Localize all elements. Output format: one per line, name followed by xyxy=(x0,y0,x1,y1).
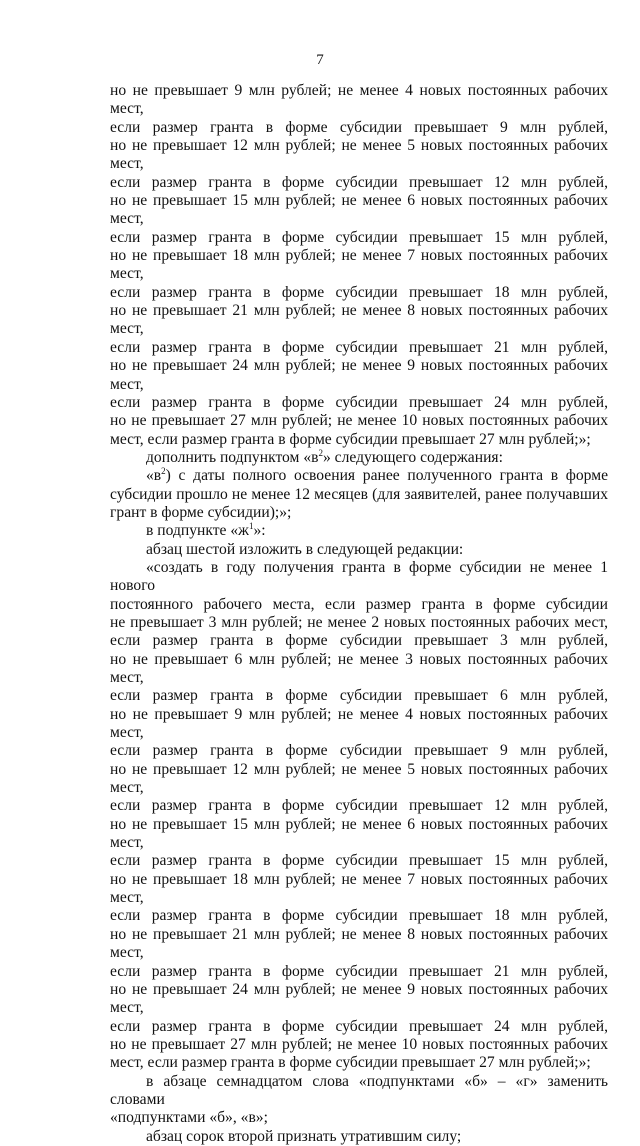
text-line: постоянного рабочего места, если размер гранта в форме субсидии xyxy=(110,595,608,613)
text-line: абзац сорок второй признать утратившим силу; xyxy=(146,1127,462,1145)
text-line: но не превышает 9 млн рублей; не менее 4 новых постоянных рабочих мест, xyxy=(110,705,608,742)
text-line: грант в форме субсидии);»; xyxy=(110,503,292,521)
superscript: 1 xyxy=(248,521,254,532)
text-line: но не превышает 18 млн рублей; не менее 7 новых постоянных рабочих мест, xyxy=(110,247,608,283)
text-line: если размер гранта в форме субсидии превышает 15 млн рублей, xyxy=(110,852,608,870)
text-line: если размер гранта в форме субсидии превышает 12 млн рублей, xyxy=(110,173,608,191)
text-line xyxy=(110,522,608,540)
text-line: не превышает 3 млн рублей; не менее 2 новых постоянных рабочих мест, xyxy=(110,613,608,631)
text-line: но не превышает 21 млн рублей; не менее 8 новых постоянных рабочих мест, xyxy=(110,302,608,338)
text-line: если размер гранта в форме субсидии превышает 6 млн рублей, xyxy=(110,687,608,705)
text-line: в абзаце семнадцатом слова «подпунктами «б» – «г» заменить словами xyxy=(110,1072,608,1108)
text-line: но не превышает 9 млн рублей; не менее 4 новых постоянных рабочих мест, xyxy=(110,82,608,118)
document-body xyxy=(110,82,608,1146)
text-line: «создать в году получения гранта в форме субсидии не менее 1 нового xyxy=(110,558,608,595)
text-segment: ) с даты полного освоения ранее полученного гранта в форме xyxy=(165,467,608,485)
text-line: «подпунктами «б», «в»; xyxy=(110,1109,268,1127)
text-line: если размер гранта в форме субсидии превышает 9 млн рублей, xyxy=(110,742,608,760)
text-line: но не превышает 12 млн рублей; не менее 5 новых постоянных рабочих мест, xyxy=(110,760,608,797)
text-line: но не превышает 12 млн рублей; не менее 5 новых постоянных рабочих мест, xyxy=(110,137,608,173)
text-segment: в подпункте «ж xyxy=(146,522,249,540)
superscript: 2 xyxy=(161,466,166,477)
text-line: но не превышает 24 млн рублей; не менее 9 новых постоянных рабочих мест, xyxy=(110,980,608,1017)
text-line: но не превышает 27 млн рублей; не менее 10 новых постоянных рабочих xyxy=(110,412,608,430)
text-line: если размер гранта в форме субсидии превышает 12 млн рублей, xyxy=(110,797,608,815)
text-line: если размер гранта в форме субсидии превышает 18 млн рублей, xyxy=(110,907,608,925)
page-number: 7 xyxy=(316,52,324,68)
text-line: но не превышает 18 млн рублей; не менее 7 новых постоянных рабочих мест, xyxy=(110,870,608,907)
text-line: но не превышает 15 млн рублей; не менее 6 новых постоянных рабочих мест, xyxy=(110,815,608,852)
text-line: если размер гранта в форме субсидии превышает 15 млн рублей, xyxy=(110,228,608,246)
text-line: мест, если размер гранта в форме субсидии превышает 27 млн рублей;»; xyxy=(110,1054,591,1072)
text-segment: » следующего содержания: xyxy=(322,448,503,466)
text-line: абзац шестой изложить в следующей редакции: xyxy=(146,540,464,558)
text-segment: «в xyxy=(146,467,162,485)
text-line: но не превышает 27 млн рублей; не менее 10 новых постоянных рабочих xyxy=(110,1035,608,1053)
text-line: если размер гранта в форме субсидии превышает 24 млн рублей, xyxy=(110,1017,608,1035)
text-line: если размер гранта в форме субсидии превышает 24 млн рублей, xyxy=(110,393,608,411)
text-line: если размер гранта в форме субсидии превышает 21 млн рублей, xyxy=(110,338,608,356)
text-line: но не превышает 21 млн рублей; не менее 8 новых постоянных рабочих мест, xyxy=(110,925,608,962)
text-line: если размер гранта в форме субсидии превышает 18 млн рублей, xyxy=(110,283,608,301)
text-line: если размер гранта в форме субсидии превышает 9 млн рублей, xyxy=(110,118,608,136)
text-line xyxy=(110,467,608,485)
text-segment: »: xyxy=(253,522,266,540)
text-line: но не превышает 15 млн рублей; не менее 6 новых постоянных рабочих мест, xyxy=(110,192,608,228)
text-line: мест, если размер гранта в форме субсидии превышает 27 млн рублей;»; xyxy=(110,430,591,448)
text-segment: дополнить подпунктом «в xyxy=(146,448,319,466)
text-line xyxy=(110,449,608,467)
text-line: но не превышает 24 млн рублей; не менее 9 новых постоянных рабочих мест, xyxy=(110,357,608,393)
superscript: 2 xyxy=(318,447,323,458)
text-line: но не превышает 6 млн рублей; не менее 3 новых постоянных рабочих мест, xyxy=(110,650,608,686)
text-line: субсидии прошло не менее 12 месяцев (для заявителей, ранее получавших xyxy=(110,485,608,503)
text-line: если размер гранта в форме субсидии превышает 21 млн рублей, xyxy=(110,962,608,980)
text-line: если размер гранта в форме субсидии превышает 3 млн рублей, xyxy=(110,632,608,650)
